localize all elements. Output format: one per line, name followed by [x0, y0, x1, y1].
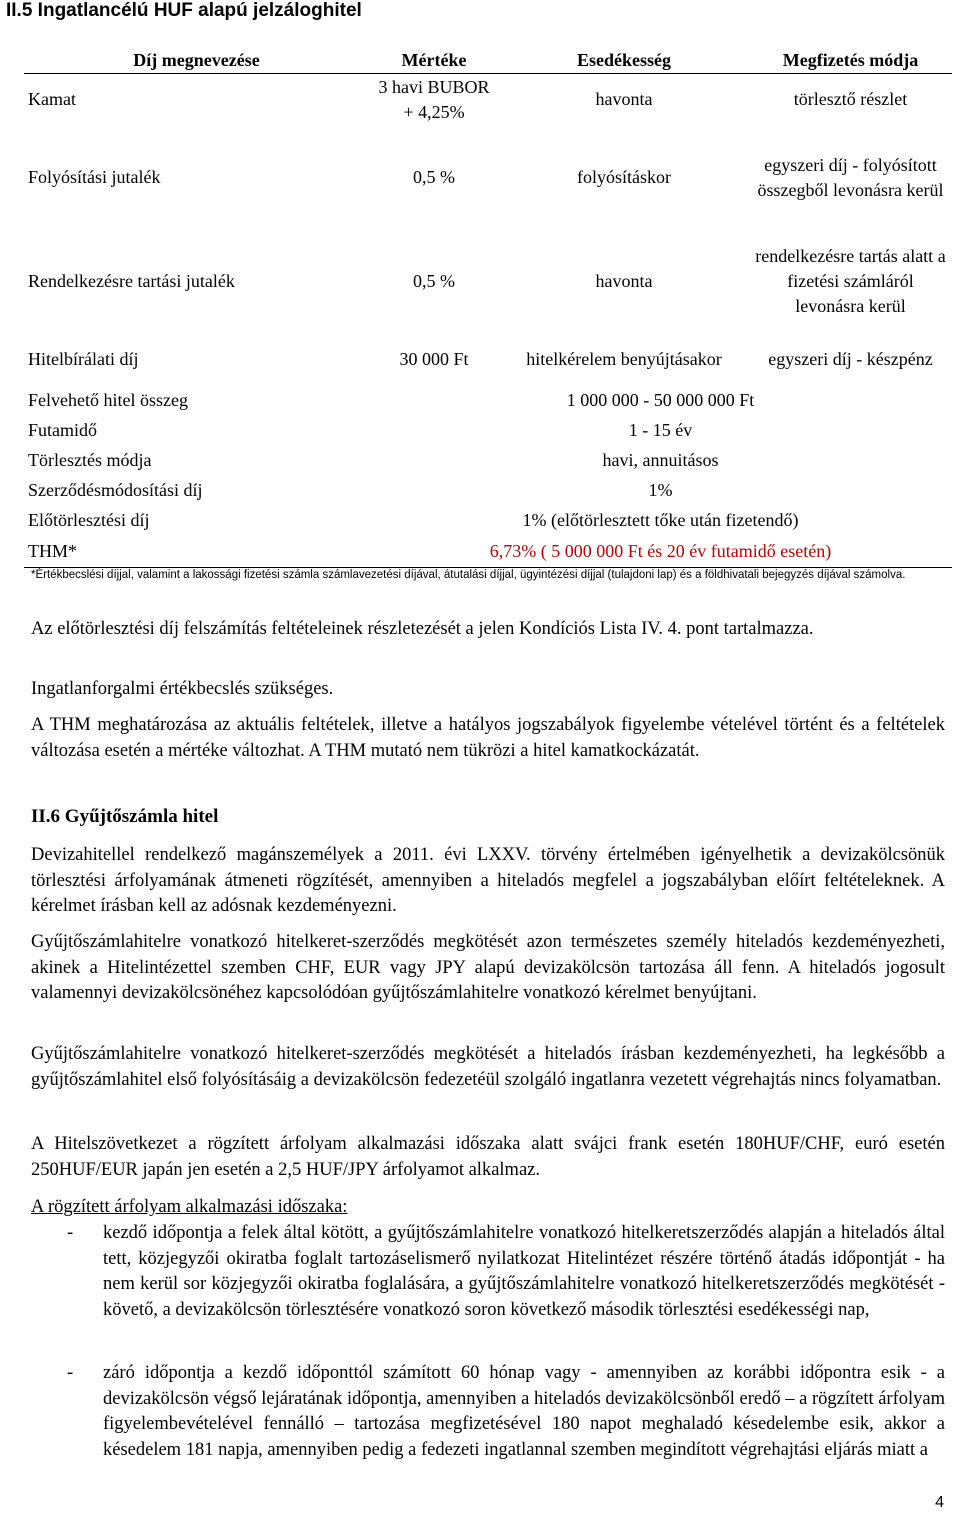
paragraph: Ingatlanforgalmi értékbecslés szükséges.: [31, 679, 334, 699]
cell: Törlesztés módja: [28, 450, 152, 470]
cell: 1% (előtörlesztett tőke után fizetendő): [522, 510, 799, 530]
cell: folyósításkor: [577, 167, 671, 187]
header-due: Esedékesség: [499, 47, 749, 74]
cell: egyszeri díj - folyósított összegből levonásra kerül: [757, 154, 944, 200]
paragraph: A THM meghatározása az aktuális feltételek, illetve a hatályos jogszabályok figyelembe vételével történt és a feltételek változása esetén a mértéke változhat. A THM mutató nem tükrözi a hitel kamatkockázatát.: [31, 715, 945, 761]
table-row: [24, 74, 952, 126]
table-row: [24, 446, 952, 476]
cell: 0,5 %: [413, 167, 455, 187]
bullet-dash: -: [67, 1223, 74, 1243]
cell: egyszeri díj - készpénz: [768, 349, 933, 369]
cell: havonta: [595, 271, 653, 291]
cell: 1%: [648, 480, 673, 500]
fee-table: [24, 47, 952, 568]
paragraph: Gyűjtőszámlahitelre vonatkozó hitelkeret-szerződés megkötését a hiteladós írásban kezdeményezheti, ha legkésőbb a gyűjtőszámlahitel első folyósításáig a devizakölcsön fedezetéül szolgáló ingatlanra vezetett végrehajtás nincs folyamatban.: [31, 1044, 945, 1090]
table-row: [24, 334, 952, 386]
table-row: [24, 230, 952, 334]
list-item-text: záró időpontja a kezdő időponttól számított 60 hónap vagy - amennyiben az korábbi időpontra esik - a devizakölcsön végső lejáratának időpontja, amennyiben a hiteladós devizakölcsönből eredő – a rögzített árfolyam figyelembevételével fennálló – tartozása megfizetésével 180 napot meghaladó késedelembe esik, akkor a késedelem 181 napja, amennyiben pedig a fedezeti ingatlannal szemben megindított végrehajtási eljárás miatt a: [103, 1363, 945, 1460]
paragraph: A Hitelszövetkezet a rögzített árfolyam alkalmazási időszaka alatt svájci frank esetén 180HUF/CHF, euró esetén 250HUF/EUR japán jen esetén a 2,5 HUF/JPY árfolyamot alkalmaz.: [31, 1134, 945, 1180]
bullet-dash: -: [67, 1363, 74, 1383]
footnote: *Értékbecslési díjjal, valamint a lakossági fizetési számla számlavezetési díjával, átutalási díjjal, ügyintézési díjjal (tulajdoni lap) és a földhivatali bejegyzés díjával számolva.: [31, 569, 906, 581]
list-item-text: kezdő időpontja a felek által kötött, a gyűjtőszámlahitelre vonatkozó hitelkeretszerződés alapján a hiteladós által tett, közjegyzői okiratba foglalt tartozáselismerő nyilatkozat Hitelintézet részére történő átadás időpontját - ha nem kerül sor közjegyzői okiratba foglalására, a gyűjtőszámlahitelre vonatkozó hitelkeretszerződés megkötését - követő, a devizakölcsön törlesztésére vonatkozó soron következő második törlesztési esedékességi nap,: [103, 1223, 945, 1320]
cell: Szerződésmódosítási díj: [28, 480, 203, 500]
cell: 1 - 15 év: [628, 420, 693, 440]
cell: havi, annuitásos: [602, 450, 719, 470]
cell: Futamidő: [28, 420, 98, 440]
table-row: [24, 506, 952, 536]
cell: Felvehető hitel összeg: [28, 390, 188, 410]
table-row: [24, 536, 952, 568]
cell: havonta: [595, 89, 653, 110]
header-rate: Mértéke: [369, 47, 499, 74]
paragraph: Gyűjtőszámlahitelre vonatkozó hitelkeret-szerződés megkötését azon természetes személy hiteladós kezdeményezheti, akinek a Hitelintézettel szemben CHF, EUR vagy JPY alapú devizakölcsön tartozása áll fenn. A hiteladós jogosult valamennyi devizakölcsönéhez kapcsolódóan gyűjtőszámlahitelre vonatkozó kérelmet benyújtani.: [31, 932, 945, 1003]
cell: Előtörlesztési díj: [28, 510, 150, 530]
section-title-ii5: II.5 Ingatlancélú HUF alapú jelzáloghitel: [6, 0, 362, 21]
table-row: [24, 386, 952, 416]
cell: Hitelbírálati díj: [28, 349, 139, 369]
cell: hitelkérelem benyújtásakor: [526, 349, 722, 369]
cell: Kamat: [28, 89, 76, 110]
table-header-row: [24, 47, 952, 74]
table-row: [24, 126, 952, 230]
paragraph: Az előtörlesztési díj felszámítás feltételeinek részletezését a jelen Kondíciós Lista IV. 4. pont tartalmazza.: [31, 619, 814, 639]
cell: 3 havi BUBOR + 4,25%: [378, 76, 490, 122]
paragraph: Devizahitellel rendelkező magánszemélyek a 2011. évi LXXV. törvény értelmében igényelhetik a devizakölcsönük törlesztési árfolyamának átmeneti rögzítését, amennyiben a hiteladós megfelel a jogszabályban előírt feltételeknek. A kérelmet írásban kell az adósnak kezdeményezni.: [31, 845, 945, 916]
table-row: [24, 476, 952, 506]
header-payment-method: Megfizetés módja: [749, 47, 952, 74]
cell: THM*: [24, 536, 369, 568]
header-fee-name: Díj megnevezése: [24, 47, 369, 74]
cell: Rendelkezésre tartási jutalék: [28, 271, 235, 291]
cell: Folyósítási jutalék: [28, 167, 161, 187]
cell: 1 000 000 - 50 000 000 Ft: [566, 390, 755, 410]
thm-value: 6,73% ( 5 000 000 Ft és 20 év futamidő esetén): [369, 536, 952, 568]
cell: törlesztő részlet: [793, 89, 908, 110]
section-subtitle: A rögzített árfolyam alkalmazási időszaka:: [31, 1197, 348, 1217]
table-row: [24, 416, 952, 446]
cell: rendelkezésre tartás alatt a fizetési számláról levonásra kerül: [755, 246, 946, 316]
page-number: 4: [935, 1494, 944, 1511]
cell: 0,5 %: [413, 271, 455, 291]
section-title-ii6: II.6 Gyűjtőszámla hitel: [31, 806, 219, 827]
cell: 30 000 Ft: [399, 349, 469, 369]
